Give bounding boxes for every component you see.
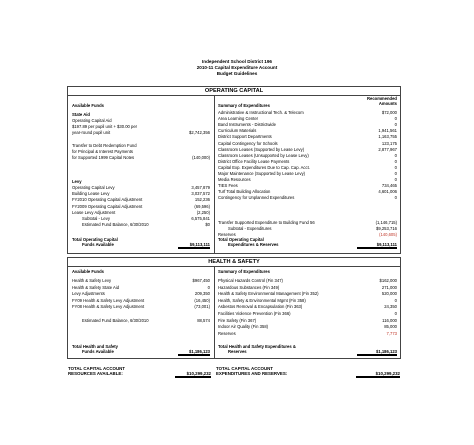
total-expenditures-value: $9,113,111 — [357, 242, 397, 249]
row-value: (2,250) — [196, 209, 210, 215]
row-value: 271,000 — [381, 284, 397, 290]
available-funds-header: Available Funds — [72, 269, 104, 274]
row-value: $9,253,716 — [376, 225, 397, 231]
total-resources-label: TOTAL CAPITAL ACCOUNT RESOURCES AVAILABLE: — [68, 366, 125, 376]
row-label: TIES Fees — [218, 183, 238, 189]
row-value: 209,350 — [194, 291, 210, 297]
row-label: Capital Contingency for Schools — [218, 140, 278, 146]
row-label: Major Maintenance (Supported by Lease Levy) — [218, 171, 306, 176]
row-label: Estimated Fund Balance, 6/30/2010 — [82, 221, 149, 227]
column-divider — [214, 95, 215, 253]
row-value: 152,236 — [194, 197, 210, 203]
column-divider — [214, 266, 215, 358]
row-label: Levy — [72, 179, 82, 185]
total-funds-value: $9,113,111 — [178, 242, 210, 249]
row-value: (69,596) — [194, 203, 210, 209]
row-label: Operating Capital Levy — [72, 185, 115, 191]
row-value: (140,000) — [192, 154, 210, 160]
row-label: Capital Exp. Expenditures Due to Cap. Cap. Acct. — [218, 164, 310, 170]
row-label: Health, Safety & Environmental Mgmt (Fin 358) — [218, 297, 306, 303]
row-label: Asbestos Removal & Encapsulation (Fin 363) — [218, 304, 303, 310]
row-value: 0 — [394, 158, 397, 164]
row-label: Levy Adjustments — [72, 291, 105, 297]
row-label: for Principal & Interest Payments — [72, 148, 133, 154]
row-label: Contingency for Unplanned Expenditures — [218, 195, 295, 201]
total-funds-label: Total Health and Safety Funds Available — [72, 344, 118, 354]
row-value: $2,742,356 — [189, 130, 210, 136]
row-value: 6,575,841 — [191, 215, 210, 221]
row-value: 520,000 — [381, 291, 397, 297]
row-label: Lease Levy Adjustment — [72, 209, 116, 215]
row-value: 0 — [394, 195, 397, 201]
row-value: 3,457,879 — [191, 185, 210, 191]
row-value: 7,773 — [386, 330, 397, 336]
row-label: $197.89 per pupil unit + $30.00 per — [72, 124, 138, 130]
row-value: 123,175 — [381, 140, 397, 146]
total-expenditures-label: TOTAL CAPITAL ACCOUNT EXPENDITURES AND RESERVES: — [216, 366, 288, 376]
row-label: State Aid — [72, 112, 90, 117]
row-value: 85,000 — [384, 324, 397, 330]
total-expenditures-label: Total Health and Safety Expenditures & Reserves — [218, 344, 296, 354]
row-label: Turf Total Building Allocation — [218, 189, 271, 195]
row-label: Hazardous Substances (Fin 349) — [218, 284, 280, 290]
row-label: FY08 Health & Safety Levy Adjustment — [72, 304, 145, 310]
row-value: 0 — [394, 116, 397, 122]
row-label: Transfer to Debt Redemption Fund — [72, 142, 137, 148]
row-value: $0 — [205, 221, 210, 227]
row-label: District Office Facility Lease Payments — [218, 158, 290, 164]
summary-expenditures-header: Summary of Expenditures — [218, 103, 270, 108]
recommended-header: Recommended Amounts — [366, 96, 397, 106]
total-funds-value: $1,186,123 — [178, 349, 210, 356]
row-value: 1,163,755 — [378, 134, 397, 140]
row-label: Indoor Air Quality (Fin 358) — [218, 324, 269, 330]
row-value: (1,146,715) — [375, 219, 397, 225]
row-label: Building Lease Levy — [72, 191, 110, 197]
row-label: Classroom Leases (Supported by Lease Levy) — [218, 146, 305, 152]
row-value: 0 — [394, 297, 397, 303]
row-label: for Supported 1999 Capital Notes — [72, 154, 135, 160]
row-label: Health & Safety State Aid — [72, 284, 120, 290]
total-expenditures-label: Total Operating Capital Expenditures & Reserves — [218, 237, 279, 247]
total-resources-value: $10,299,232 — [175, 371, 211, 378]
row-value: (140,605) — [379, 232, 397, 237]
row-label: Operating Capital Aid — [72, 118, 112, 124]
row-label: FY2009 Operating Capital Adjustment — [72, 203, 143, 209]
row-label: FY2010 Operating Capital Adjustment — [72, 197, 143, 203]
row-value: 0 — [394, 164, 397, 170]
row-value: $72,000 — [381, 110, 397, 115]
row-value: 0 — [394, 171, 397, 176]
row-value: $967,450 — [192, 278, 210, 283]
row-value: 1,941,561 — [378, 128, 397, 134]
section-title: OPERATING CAPITAL — [68, 87, 400, 96]
row-label: Fire Safety (Fin 367) — [218, 317, 257, 323]
total-expenditures-value: $10,299,232 — [356, 371, 400, 378]
row-value: $162,000 — [379, 278, 397, 283]
row-value: 0 — [394, 152, 397, 158]
row-value: 0 — [394, 311, 397, 316]
row-label: Estimated Fund Balance, 6/30/2010 — [82, 317, 149, 323]
guidelines-title: Budget Guidelines — [216, 71, 258, 77]
section-title: HEALTH & SAFETY — [68, 258, 400, 267]
operating-capital-section — [67, 86, 401, 254]
row-label: Subtotal - Levy — [82, 215, 110, 221]
row-value: 0 — [394, 177, 397, 183]
row-label: Subtotal - Expenditures — [228, 225, 272, 231]
account-title: 2010-11 Capital Expenditure Account — [196, 65, 278, 71]
row-label: Physical Hazards Control (Fin 347) — [218, 278, 283, 283]
available-funds-header: Available Funds — [72, 103, 104, 108]
row-label: Reserves — [218, 330, 236, 336]
row-value: 116,000 — [382, 317, 397, 323]
row-label: year-round pupil unit — [72, 130, 111, 136]
total-expenditures-value: $1,186,123 — [357, 349, 397, 356]
row-value: 24,350 — [384, 304, 397, 310]
row-label: Area Learning Center — [218, 116, 259, 122]
row-value: 88,574 — [197, 317, 210, 323]
row-label: Reserves — [218, 232, 236, 237]
row-label: Health & Safety Levy — [72, 278, 112, 283]
summary-expenditures-header: Summary of Expenditures — [218, 269, 270, 274]
row-value: (16,450) — [194, 297, 210, 303]
row-label: District Support Departments — [218, 134, 272, 140]
row-value: 3,037,572 — [191, 191, 210, 197]
row-value: 4,601,006 — [378, 189, 397, 195]
row-label: Transfer Supported Expenditure to Building Fund 56 — [218, 219, 315, 225]
row-value: 2,877,967 — [378, 146, 397, 152]
row-value: 0 — [207, 284, 210, 290]
row-label: Curriculum Materials — [218, 128, 257, 134]
row-value: 734,465 — [381, 183, 397, 189]
district-name: Independent School District 196 — [202, 59, 272, 64]
row-label: Administrative & Instructional Tech. & Telecom — [218, 110, 304, 115]
row-label: Media Resources — [218, 177, 251, 183]
total-funds-label: Total Operating Capital Funds Available — [72, 237, 118, 247]
document-header — [0, 59, 474, 78]
row-label: Health & Safety Environmental Management (Fin 352) — [218, 291, 319, 297]
row-label: FY09 Health & Safety Levy Adjustment — [72, 297, 145, 303]
health-safety-section — [67, 257, 401, 359]
row-value: (73,001) — [194, 304, 210, 310]
row-label: Facilities Violence Prevention (Fin 366) — [218, 311, 291, 316]
row-value: 0 — [394, 122, 397, 128]
row-label: Band Instruments - Districtwide — [218, 122, 276, 128]
row-label: Classroom Leases (Unsupported by Lease Levy) — [218, 152, 309, 158]
